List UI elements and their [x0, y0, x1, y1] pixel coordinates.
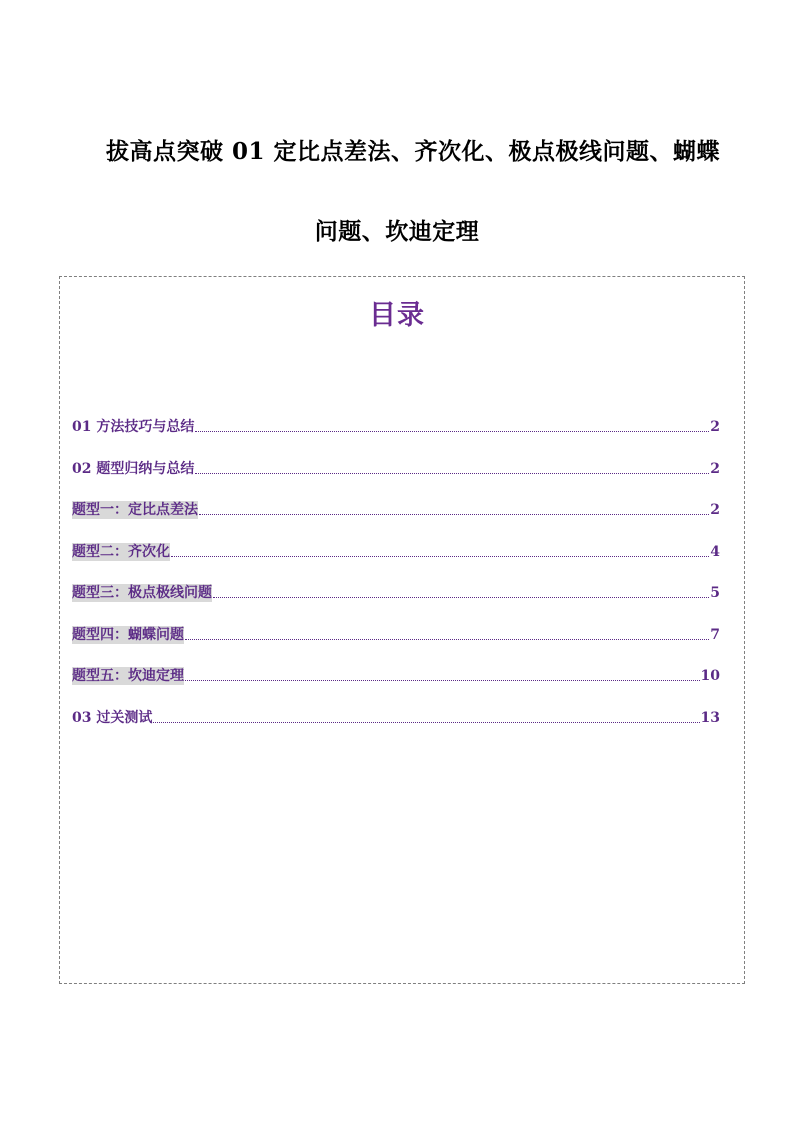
toc-entry-label: 题型三：极点极线问题	[72, 585, 212, 601]
toc-entry-type-4[interactable]	[72, 624, 720, 644]
toc-dot-leader	[171, 555, 709, 557]
toc-entry-label: 题型一：定比点差法	[72, 502, 198, 518]
document-title-line-2: 问题、坎迪定理	[314, 218, 480, 245]
toc-entry-page-number: 13	[700, 710, 720, 726]
toc-dot-leader	[153, 721, 699, 723]
toc-dot-leader	[195, 430, 709, 432]
toc-heading: 目录	[369, 300, 425, 331]
toc-entry-label: 02 题型归纳与总结	[72, 461, 195, 477]
toc-entry-page-number: 2	[710, 502, 720, 518]
toc-entry-type-5[interactable]	[72, 665, 720, 685]
toc-entry-label: 01 方法技巧与总结	[72, 419, 195, 435]
toc-entry-final-test[interactable]	[72, 707, 720, 727]
toc-entry-label: 题型四：蝴蝶问题	[72, 627, 184, 643]
toc-entry-type-2[interactable]	[72, 541, 720, 561]
toc-entry-label: 03 过关测试	[72, 710, 153, 726]
toc-entry-type-1[interactable]	[72, 499, 720, 519]
toc-entry-page-number: 2	[710, 419, 720, 435]
toc-entry-page-number: 7	[710, 627, 720, 643]
toc-entry-type-3[interactable]	[72, 582, 720, 602]
toc-entry-page-number: 5	[710, 585, 720, 601]
toc-dot-leader	[185, 679, 700, 681]
toc-entry-label: 题型二：齐次化	[72, 544, 170, 560]
toc-dot-leader	[195, 472, 709, 474]
toc-dot-leader	[213, 596, 709, 598]
document-title-line-1: 拔高点突破 01 定比点差法、齐次化、极点极线问题、蝴蝶	[105, 138, 721, 165]
toc-entry-page-number: 2	[710, 461, 720, 477]
toc-entry-methods-summary[interactable]	[72, 416, 720, 436]
toc-entry-label: 题型五：坎迪定理	[72, 668, 184, 684]
toc-dot-leader	[185, 638, 709, 640]
toc-entry-question-types-summary[interactable]	[72, 458, 720, 478]
toc-entry-page-number: 10	[700, 668, 720, 684]
toc-entry-page-number: 4	[710, 544, 720, 560]
toc-dot-leader	[199, 513, 709, 515]
